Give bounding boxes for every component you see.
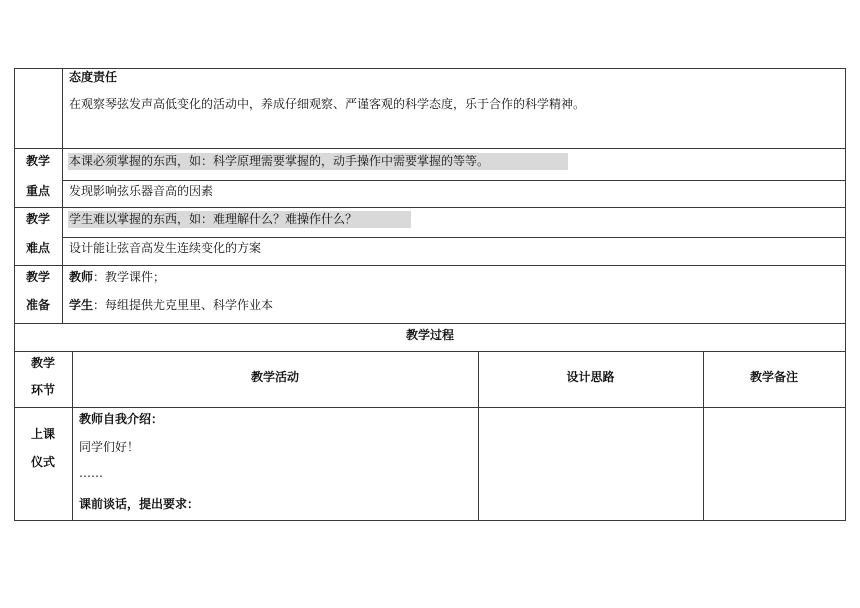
row-divider-prep bbox=[14, 323, 846, 324]
student-label: 学生 bbox=[69, 298, 94, 312]
row-divider-diff bbox=[14, 265, 846, 266]
table-border-top bbox=[14, 68, 846, 69]
row-divider-key bbox=[14, 207, 846, 208]
col-activity-label: 教学活动 bbox=[250, 370, 299, 384]
preparation-teacher bbox=[69, 269, 165, 285]
ritual-line-4: 课前谈话，提出要求： bbox=[79, 497, 200, 511]
key-points-label-2: 重点 bbox=[25, 184, 50, 198]
difficulties-prompt: 学生难以掌握的东西，如：难理解什么？难操作什么？ bbox=[69, 212, 358, 226]
row-divider-header bbox=[14, 407, 846, 408]
preparation-label-1: 教学 bbox=[25, 270, 50, 284]
col-design-label: 设计思路 bbox=[566, 370, 615, 384]
col-stage-label-2: 环节 bbox=[30, 383, 55, 397]
student-text: ：每组提供尤克里里、科学作业本 bbox=[93, 298, 274, 312]
table-border-bottom bbox=[14, 520, 846, 521]
difficulties-label-1: 教学 bbox=[25, 212, 50, 226]
row-divider-process-title bbox=[14, 351, 846, 352]
key-points-label-1: 教学 bbox=[25, 154, 50, 168]
attitude-heading: 态度责任 bbox=[69, 70, 118, 84]
preparation-label-2: 准备 bbox=[25, 298, 50, 312]
attitude-text: 在观察琴弦发声高低变化的活动中，养成仔细观察、严谨客观的科学态度，乐于合作的科学精神。 bbox=[69, 97, 586, 111]
key-points-prompt: 本课必须掌握的东西，如：科学原理需要掌握的，动手操作中需要掌握的等等。 bbox=[69, 154, 490, 168]
row-divider-diff-inner bbox=[62, 237, 846, 238]
col-notes-label: 教学备注 bbox=[749, 370, 798, 384]
table-border-right bbox=[845, 68, 846, 521]
difficulties-content: 设计能让弦音高发生连续变化的方案 bbox=[69, 241, 262, 255]
row-divider-key-inner bbox=[62, 180, 846, 181]
label-column-divider bbox=[62, 68, 63, 323]
ritual-stage-2: 仪式 bbox=[30, 455, 55, 469]
ritual-line-1: 教师自我介绍： bbox=[79, 412, 164, 426]
process-title: 教学过程 bbox=[405, 328, 454, 342]
difficulties-label-2: 难点 bbox=[25, 241, 50, 255]
preparation-student bbox=[69, 297, 273, 313]
ritual-stage-1: 上课 bbox=[30, 427, 55, 441]
ritual-line-3: …… bbox=[79, 466, 103, 480]
col-stage-label-1: 教学 bbox=[30, 356, 55, 370]
key-points-content: 发现影响弦乐器音高的因素 bbox=[69, 184, 214, 198]
row-divider-goal bbox=[14, 148, 846, 149]
teacher-label: 教师 bbox=[69, 270, 94, 284]
teacher-text: ：教学课件； bbox=[93, 270, 166, 284]
ritual-line-2: 同学们好！ bbox=[79, 440, 140, 454]
